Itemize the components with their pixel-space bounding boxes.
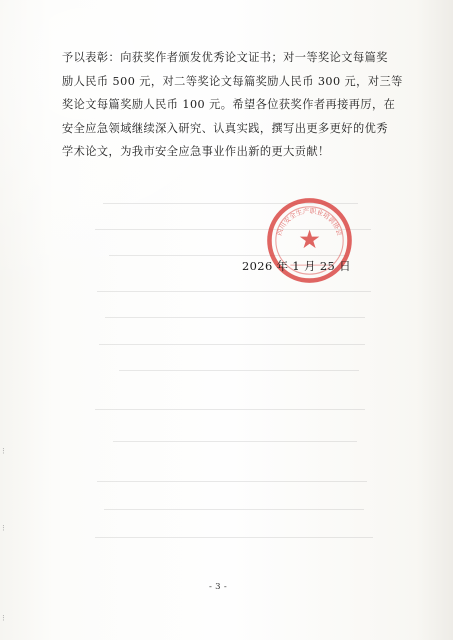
faint-background-line: [119, 370, 359, 371]
faint-background-line: [95, 409, 365, 410]
faint-background-line: [97, 291, 371, 292]
paragraph-line-3: 奖论文每篇奖励人民币 100 元。希望各位获奖作者再接再厉，在: [62, 98, 396, 112]
page-number: - 3 -: [209, 582, 228, 592]
seal-star-icon: ★: [298, 224, 321, 255]
faint-background-line: [99, 344, 365, 345]
left-margin-mark: ⁝: [2, 447, 5, 457]
seal-arc-text: 四川安全生产职业培训协会: [275, 207, 344, 237]
faint-background-line: [95, 537, 373, 538]
document-date: 2026 年 1 月 25 日: [242, 259, 352, 273]
faint-background-line: [97, 481, 367, 482]
faint-background-line: [113, 441, 357, 442]
paragraph-line-4: 安全应急领域继续深入研究、认真实践，撰写出更多更好的优秀: [62, 121, 388, 135]
left-margin-mark: ⁝: [2, 524, 5, 534]
paragraph-line-1: 予以表彰：向获奖作者颁发优秀论文证书；对一等奖论文每篇奖: [62, 51, 388, 64]
paragraph-line-5: 学术论文，为我市安全应急事业作出新的更大贡献！: [62, 145, 330, 159]
left-margin-mark: ⁝: [2, 614, 5, 624]
faint-background-line: [104, 509, 364, 510]
faint-background-line: [105, 317, 365, 318]
award-paragraph: [62, 46, 403, 164]
paragraph-line-2: 励人民币 500 元，对二等奖论文每篇奖励人民币 300 元，对三等: [62, 74, 403, 88]
